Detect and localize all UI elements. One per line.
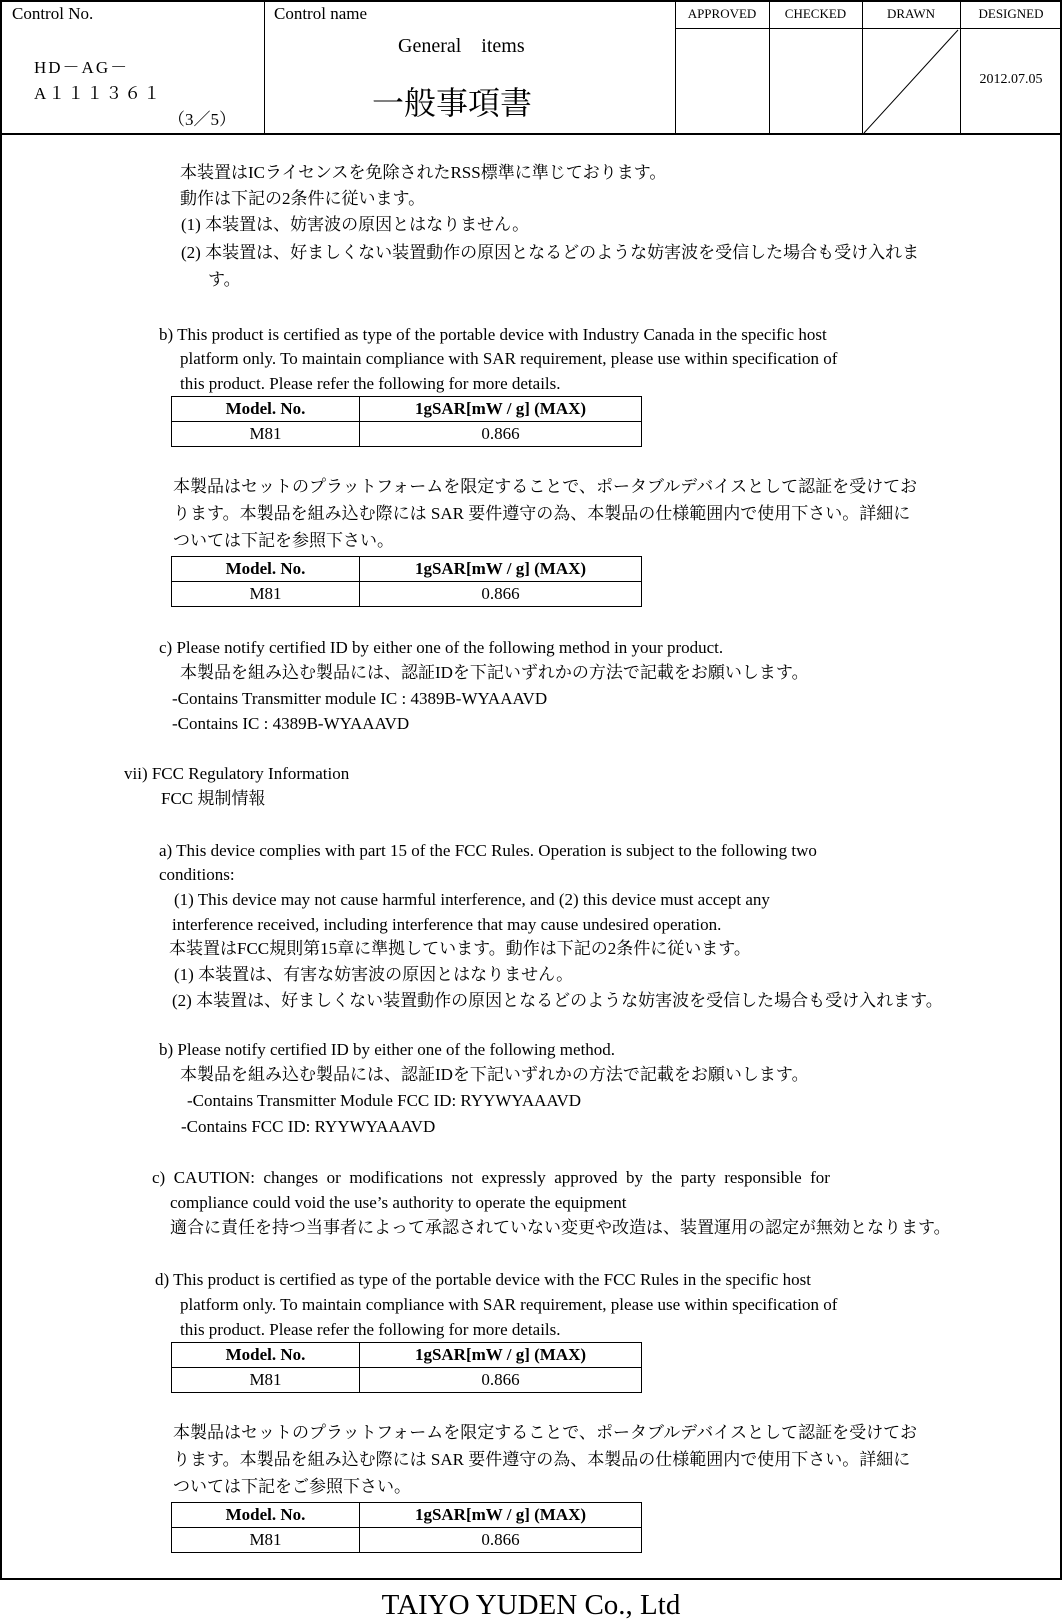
ic-jp-cond-2a: (2) 本装置は、好ましくない装置動作の原因となるどのような妨害波を受信した場合も受け入れま xyxy=(181,243,920,262)
ic-jp-cond-2b: す。 xyxy=(208,270,241,289)
fcc-b-line1: b) Please notify certified ID by either one of the following method. xyxy=(159,1040,616,1059)
model-header: Model. No. xyxy=(172,397,360,422)
ic-jp-intro-1: 本装置はICライセンスを免除されたRSS標準に準じております。 xyxy=(180,163,667,182)
ic-sar-table-en xyxy=(171,396,642,447)
table-row xyxy=(172,1368,642,1393)
model-header: Model. No. xyxy=(172,1343,360,1368)
ic-b-line3: this product. Please refer the following for more details. xyxy=(180,374,561,393)
fcc-b-jp: 本製品を組み込む製品には、認証IDを下記いずれかの方法で記載をお願いします。 xyxy=(180,1065,809,1084)
sar-header: 1gSAR[mW / g] (MAX) xyxy=(360,1343,642,1368)
sar-header: 1gSAR[mW / g] (MAX) xyxy=(360,397,642,422)
title-en: General items xyxy=(398,35,525,57)
sar-cell: 0.866 xyxy=(360,1528,642,1553)
header-divider-1 xyxy=(264,0,265,134)
fcc-b-opt2: -Contains FCC ID: RYYWYAAAVD xyxy=(181,1117,436,1136)
fcc-d-line3: this product. Please refer the following for more details. xyxy=(180,1320,561,1339)
table-header-row xyxy=(172,1503,642,1528)
fcc-a-jp-2: (1) 本装置は、有害な妨害波の原因とはなりません。 xyxy=(174,965,574,984)
control-name-label: Control name xyxy=(274,4,368,23)
ic-jp-cond-1: (1) 本装置は、妨害波の原因とはなりません。 xyxy=(181,215,530,234)
table-row xyxy=(172,1528,642,1553)
ic-c-opt2: -Contains IC : 4389B-WYAAAVD xyxy=(172,714,410,733)
designed-header: DESIGNED xyxy=(978,6,1044,21)
drawn-cell-diagonal xyxy=(862,29,960,134)
table-header-row xyxy=(172,1343,642,1368)
table-header-row xyxy=(172,557,642,582)
fcc-a-jp-3: (2) 本装置は、好ましくない装置動作の原因となるどのような妨害波を受信した場合も受け入れます。 xyxy=(172,991,943,1010)
ic-sar-table-jp xyxy=(171,556,642,607)
fcc-sar-table-jp xyxy=(171,1502,642,1553)
fcc-a-line1: a) This device complies with part 15 of the FCC Rules. Operation is subject to the following two xyxy=(159,841,817,860)
approved-header: APPROVED xyxy=(687,6,757,21)
fcc-d-line1: d) This product is certified as type of the portable device with the FCC Rules in the specific host xyxy=(155,1270,811,1289)
fcc-heading: vii) FCC Regulatory Information xyxy=(124,764,350,783)
company-footer: TAIYO YUDEN Co., Ltd xyxy=(381,1589,681,1621)
drawn-header: DRAWN xyxy=(886,6,936,21)
fcc-d-jp-line1: 本製品はセットのプラットフォームを限定することで、ポータブルデバイスとして認証を受けてお xyxy=(173,1423,918,1442)
model-cell: M81 xyxy=(172,422,360,447)
sar-header: 1gSAR[mW / g] (MAX) xyxy=(360,1503,642,1528)
model-cell: M81 xyxy=(172,1368,360,1393)
ic-b-jp-line2: ります。本製品を組み込む際には SAR 要件遵守の為、本製品の仕様範囲内で使用下さい。詳細に xyxy=(173,504,911,523)
fcc-a-jp-1: 本装置はFCC規則第15章に準拠しています。動作は下記の2条件に従います。 xyxy=(169,939,751,958)
fcc-b-opt1: -Contains Transmitter Module FCC ID: RYYWYAAAVD xyxy=(187,1091,582,1110)
ic-b-jp-line1: 本製品はセットのプラットフォームを限定することで、ポータブルデバイスとして認証を受けてお xyxy=(173,477,918,496)
table-row xyxy=(172,582,642,607)
model-cell: M81 xyxy=(172,1528,360,1553)
designed-date: 2012.07.05 xyxy=(979,72,1043,87)
control-no-line1: HD－AG－ xyxy=(34,58,130,77)
frame-left xyxy=(0,0,2,1580)
ic-b-line2: platform only. To maintain compliance with SAR requirement, please use within specification of xyxy=(180,349,838,368)
fcc-d-jp-line2: ります。本製品を組み込む際には SAR 要件遵守の為、本製品の仕様範囲内で使用下さい。詳細に xyxy=(173,1450,911,1469)
frame-top xyxy=(0,0,1062,2)
fcc-c-jp: 適合に責任を持つ当事者によって承認されていない変更や改造は、装置運用の認定が無効となります。 xyxy=(170,1218,951,1237)
fcc-a-line3: (1) This device may not cause harmful interference, and (2) this device must accept any xyxy=(174,890,770,909)
fcc-d-jp-line3: ついては下記をご参照下さい。 xyxy=(173,1477,411,1496)
title-jp: 一般事項書 xyxy=(372,85,533,121)
fcc-a-line2: conditions: xyxy=(159,865,235,884)
ic-c-opt1: -Contains Transmitter module IC : 4389B-WYAAAVD xyxy=(172,689,548,708)
table-header-row xyxy=(172,397,642,422)
fcc-c-line1: c) CAUTION: changes or modifications not expressly approved by the party responsible for xyxy=(152,1168,830,1187)
fcc-c-line2: compliance could void the use’s authority to operate the equipment xyxy=(170,1193,627,1212)
checked-header: CHECKED xyxy=(784,6,847,21)
fcc-sar-table-en xyxy=(171,1342,642,1393)
control-no-label: Control No. xyxy=(12,4,94,23)
control-no-line2: A１１１３６１ xyxy=(34,84,163,103)
sar-cell: 0.866 xyxy=(360,1368,642,1393)
table-row xyxy=(172,422,642,447)
sar-header: 1gSAR[mW / g] (MAX) xyxy=(360,557,642,582)
ic-b-line1: b) This product is certified as type of the portable device with Industry Canada in the specific host xyxy=(159,325,827,344)
fcc-heading-jp: FCC 規制情報 xyxy=(161,789,266,808)
ic-c-line1: c) Please notify certified ID by either one of the following method in your product. xyxy=(159,638,724,657)
fcc-a-line4: interference received, including interference that may cause undesired operation. xyxy=(172,915,722,934)
ic-c-jp: 本製品を組み込む製品には、認証IDを下記いずれかの方法で記載をお願いします。 xyxy=(180,663,809,682)
ic-jp-intro-2: 動作は下記の2条件に従います。 xyxy=(180,189,426,208)
frame-bottom xyxy=(0,1578,1062,1580)
ic-b-jp-line3: ついては下記を参照下さい。 xyxy=(173,531,394,550)
fcc-d-line2: platform only. To maintain compliance with SAR requirement, please use within specification of xyxy=(180,1295,838,1314)
sar-cell: 0.866 xyxy=(360,422,642,447)
model-header: Model. No. xyxy=(172,557,360,582)
sar-cell: 0.866 xyxy=(360,582,642,607)
model-cell: M81 xyxy=(172,582,360,607)
page-indicator: （3／5） xyxy=(168,110,236,129)
model-header: Model. No. xyxy=(172,1503,360,1528)
